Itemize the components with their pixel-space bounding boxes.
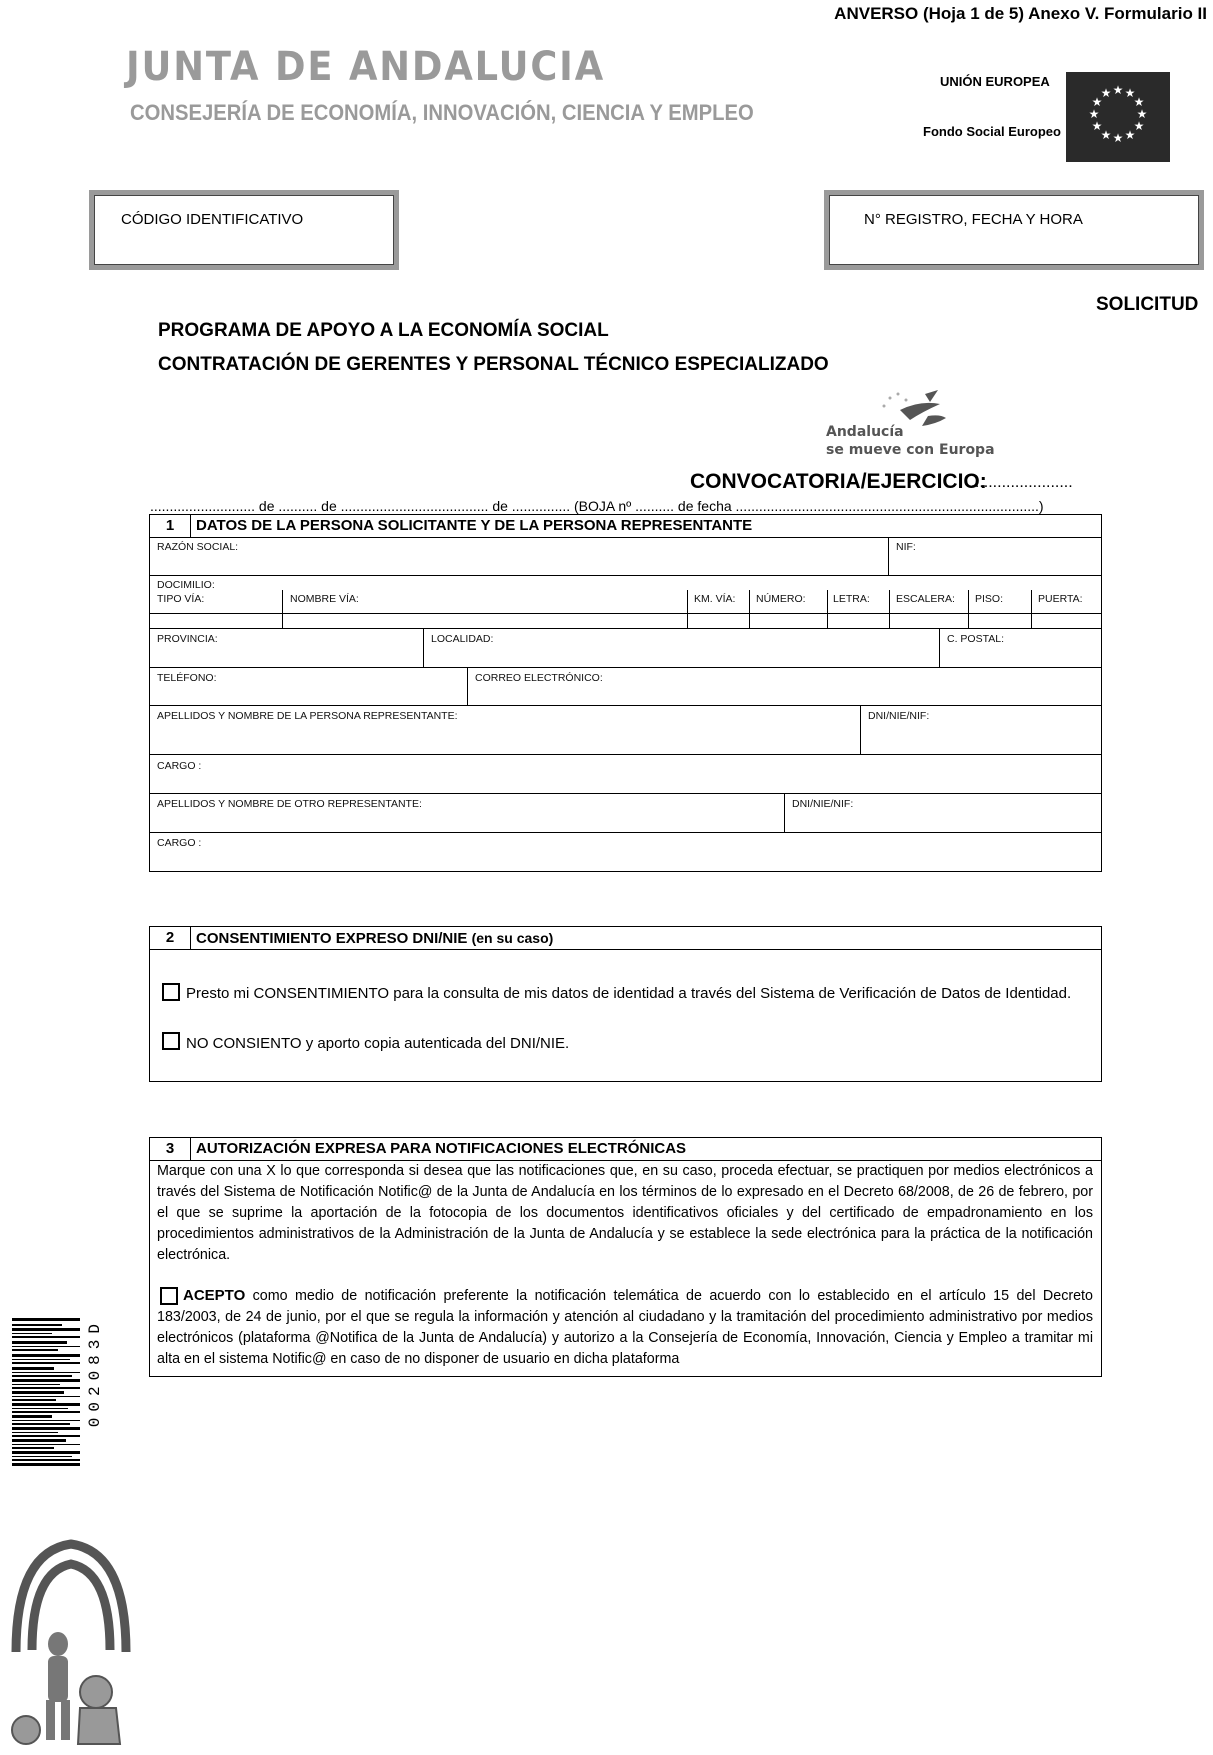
svg-text:★: ★ xyxy=(1091,119,1103,133)
piso-field[interactable] xyxy=(968,590,1031,628)
row-cargo-2 xyxy=(150,833,1101,872)
junta-emblem-icon xyxy=(6,1532,136,1750)
correo-label: CORREO ELECTRÓNICO: xyxy=(475,672,603,684)
eu-title: UNIÓN EUROPEA xyxy=(940,74,1050,89)
section-title: AUTORIZACIÓN EXPRESA PARA NOTIFICACIONES ELECTRÓNICAS xyxy=(196,1140,687,1157)
svg-text:★: ★ xyxy=(1124,128,1136,142)
registration-label: N° REGISTRO, FECHA Y HORA xyxy=(864,211,1083,228)
acepto-label: ACEPTO xyxy=(183,1287,246,1304)
escalera-field[interactable] xyxy=(889,590,968,628)
svg-text:★: ★ xyxy=(1091,95,1103,109)
acepto-text: como medio de notificación preferente la notificación telemática de acuerdo con lo establecido en el artículo 15 del Decreto 183/2003, de 24 de junio, por el que se regula la información y atención al ciudadano y la tramitación del procedimiento administrativo por medios electrónicos (plataforma @Notifica de la Junta de Andalucía) y autorizo a la Consejería de Economía, Innovación, Ciencia y Empleo a tramitar mi alta en el sistema Notific@ en caso de no disponer de usuario en dicha plataforma xyxy=(157,1288,1093,1367)
svg-text:★: ★ xyxy=(1088,107,1100,121)
program-subtitle: CONTRATACIÓN DE GERENTES Y PERSONAL TÉCNICO ESPECIALIZADO xyxy=(158,354,829,375)
code-box xyxy=(89,190,399,270)
eu-fund: Fondo Social Europeo xyxy=(923,124,1061,139)
cpostal-field[interactable] xyxy=(939,629,1101,667)
numero-field[interactable] xyxy=(749,590,827,628)
svg-text:★: ★ xyxy=(1136,107,1148,121)
no-consent-checkbox[interactable] xyxy=(162,1032,180,1050)
section-title xyxy=(196,927,553,950)
eu-flag-icon xyxy=(1066,72,1170,162)
logo-text-line2: se mueve con Europa xyxy=(826,442,995,458)
tipo-via-field[interactable]: TIPO VÍA: xyxy=(157,593,205,605)
section-number: 1 xyxy=(150,515,191,537)
nombre-via-label: NOMBRE VÍA: xyxy=(290,593,359,605)
cargo-1-field[interactable]: CARGO : xyxy=(157,760,202,772)
section-title-suffix: (en su caso) xyxy=(471,930,554,946)
code-label: CÓDIGO IDENTIFICATIVO xyxy=(121,211,304,228)
section-2 xyxy=(149,926,1102,1082)
cargo-2-field[interactable]: CARGO : xyxy=(157,837,202,849)
svg-text:★: ★ xyxy=(1100,86,1112,100)
convocatoria-label: CONVOCATORIA/EJERCICIO: xyxy=(690,470,987,493)
puerta-field[interactable] xyxy=(1031,590,1101,628)
puerta-label: PUERTA: xyxy=(1038,593,1083,605)
row-direccion xyxy=(150,590,1101,629)
svg-text:★: ★ xyxy=(1100,128,1112,142)
section-number: 3 xyxy=(150,1138,191,1160)
cpostal-label: C. POSTAL: xyxy=(947,633,1004,645)
km-via-field[interactable] xyxy=(687,590,748,628)
representante-field[interactable]: APELLIDOS Y NOMBRE DE LA PERSONA REPRESENTANTE: xyxy=(157,710,458,722)
convocatoria-field[interactable]: ........................ xyxy=(966,474,1073,491)
section-1 xyxy=(149,514,1102,872)
correo-field[interactable] xyxy=(467,668,1101,705)
domicilio-label: DOCIMILIO: xyxy=(157,579,215,591)
row-representante xyxy=(150,706,1101,755)
dni-otro-label: DNI/NIE/NIF: xyxy=(792,798,854,810)
document-type: SOLICITUD xyxy=(1096,294,1199,315)
km-via-label: KM. VÍA: xyxy=(694,593,736,605)
dni-representante-label: DNI/NIE/NIF: xyxy=(868,710,930,722)
registration-box xyxy=(824,190,1204,270)
svg-text:★: ★ xyxy=(1133,95,1145,109)
row-razon-social xyxy=(150,537,1101,576)
notification-paragraph: Marque con una X lo que corresponda si desea que las notificaciones que, en su caso, proceda efectuar, se practiquen por medios electrónicos a través del Sistema de Notificación Notific@ de la Junta de Andalucía en los términos de lo expresado en el Decreto 68/2008, de 26 de febrero, por el que se suprime la aportación de la fotocopia de los documentos identificativos oficiales y del certificado de empadronamiento en los procedimientos administrativos de la Administración de la Junta de Andalucía y se establece la sede electrónica para la práctica de la notificación electrónica. xyxy=(157,1163,1093,1263)
section-number: 2 xyxy=(150,927,191,949)
nif-field-cell[interactable] xyxy=(888,537,1101,575)
nif-label: NIF: xyxy=(896,541,916,553)
localidad-label: LOCALIDAD: xyxy=(431,633,494,645)
letra-label: LETRA: xyxy=(833,593,870,605)
section-3 xyxy=(149,1137,1102,1377)
otro-representante-field[interactable]: APELLIDOS Y NOMBRE DE OTRO REPRESENTANTE: xyxy=(157,798,422,810)
numero-label: NÚMERO: xyxy=(756,593,806,605)
razon-social-field[interactable]: RAZÓN SOCIAL: xyxy=(157,541,239,553)
section-title-main: CONSENTIMIENTO EXPRESO DNI/NIE xyxy=(196,930,468,947)
row-cargo-1 xyxy=(150,755,1101,794)
program-title: PROGRAMA DE APOYO A LA ECONOMÍA SOCIAL xyxy=(158,320,609,341)
consent-checkbox[interactable] xyxy=(162,983,180,1001)
section-title: DATOS DE LA PERSONA SOLICITANTE Y DE LA PERSONA REPRESENTANTE xyxy=(196,517,753,534)
boja-reference-line[interactable]: ........................... de .......... de ...................................... de ............... (BOJA nº .......... de fecha ..............................................................................) xyxy=(150,498,1044,514)
dni-representante-field[interactable] xyxy=(860,706,1101,754)
barcode-number: 002083D xyxy=(86,1318,104,1428)
provincia-field[interactable]: PROVINCIA: xyxy=(157,633,218,645)
row-telefono xyxy=(150,668,1101,706)
acepto-paragraph xyxy=(157,1285,1093,1370)
logo-text-line1: Andalucía xyxy=(826,424,904,440)
consent-option-text: Presto mi CONSENTIMIENTO para la consulta de mis datos de identidad a través del Sistema de Verificación de Datos de Identidad. xyxy=(186,985,1072,1002)
row-otro-representante xyxy=(150,794,1101,833)
svg-text:★: ★ xyxy=(1124,86,1136,100)
no-consent-option-text: NO CONSIENTO y aporto copia autenticada del DNI/NIE. xyxy=(186,1035,570,1052)
dni-otro-field[interactable] xyxy=(784,794,1101,832)
escalera-label: ESCALERA: xyxy=(896,593,955,605)
svg-text:★: ★ xyxy=(1112,131,1124,145)
sheet-reference: ANVERSO (Hoja 1 de 5) Anexo V. Formulario II xyxy=(834,4,1207,23)
svg-text:★: ★ xyxy=(1112,83,1124,97)
org-logo-text: JUNTA DE ANDALUCIA xyxy=(126,44,606,90)
piso-label: PISO: xyxy=(975,593,1004,605)
telefono-field[interactable]: TELÉFONO: xyxy=(157,672,217,684)
row-provincia xyxy=(150,629,1101,668)
barcode xyxy=(12,1318,80,1468)
department-name: CONSEJERÍA DE ECONOMÍA, INNOVACIÓN, CIENCIA Y EMPLEO xyxy=(130,100,754,125)
letra-field[interactable] xyxy=(827,590,889,628)
svg-text:★: ★ xyxy=(1133,119,1145,133)
